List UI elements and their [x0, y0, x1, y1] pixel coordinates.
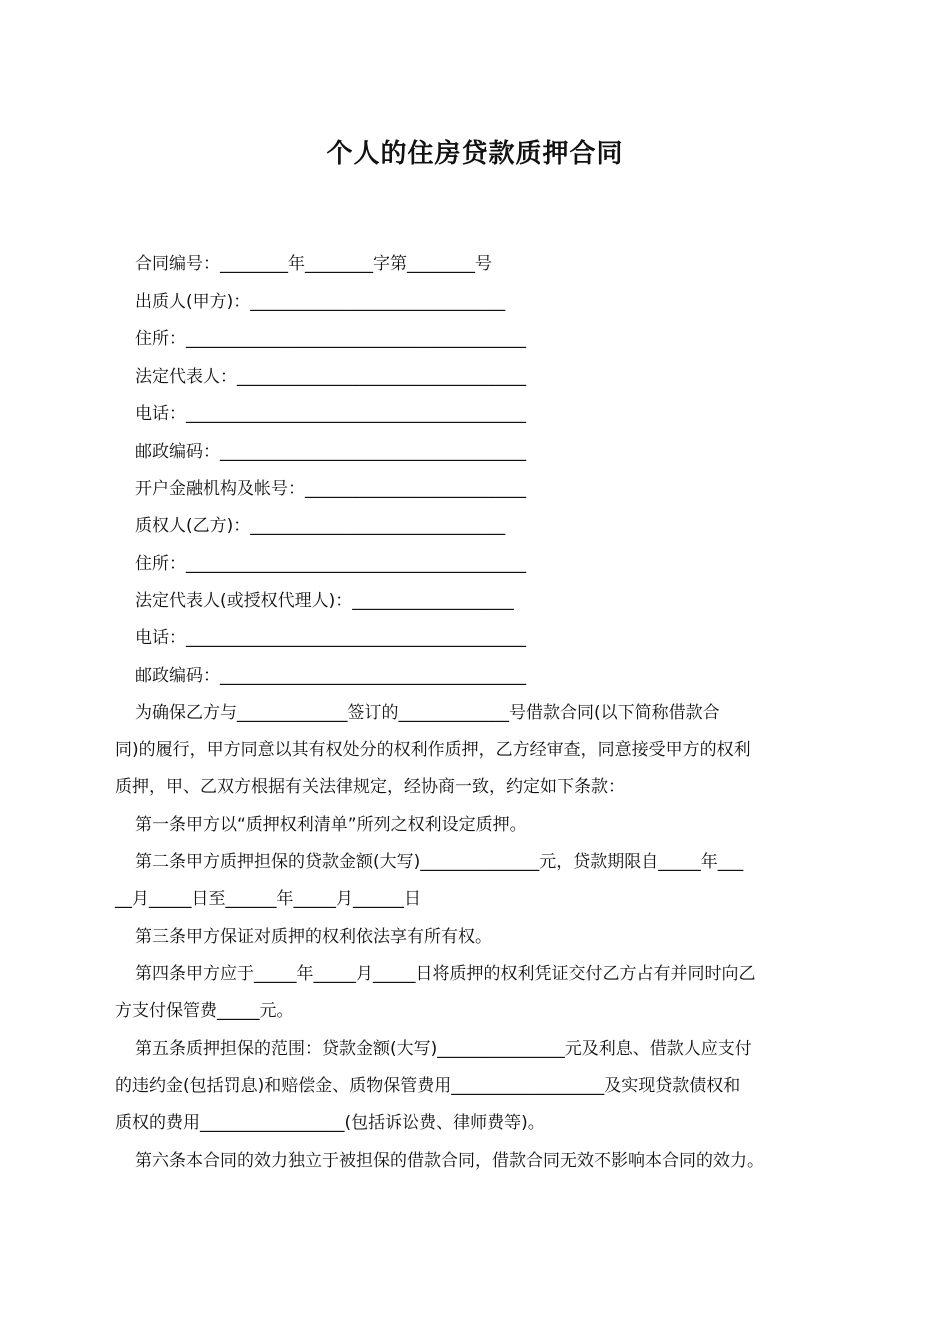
clause-2: 第二条甲方质押担保的贷款金额(大写)______________元，贷款期限自_____年___ — [135, 852, 744, 872]
header-field-legal-rep-b: 法定代表人(或授权代理人)：___________________ — [135, 591, 514, 611]
header-field-pledgee: 质权人(乙方)：______________________________ — [135, 516, 506, 536]
body-line: 同)的履行，甲方同意以其有权处分的权利作质押，乙方经审查，同意接受甲方的权利 — [115, 740, 751, 760]
header-field-phone-b: 电话：________________________________________ — [135, 628, 526, 648]
clause-4: 第四条甲方应于_____年_____月_____日将质押的权利凭证交付乙方占有并同时向乙 — [135, 964, 756, 984]
header-field-postcode-b: 邮政编码：____________________________________ — [135, 666, 526, 686]
page-title: 个人的住房贷款质押合同 — [326, 139, 624, 169]
header-field-legal-rep-a: 法定代表人：__________________________________ — [135, 367, 526, 387]
clause-3: 第三条甲方保证对质押的权利依法享有所有权。 — [135, 927, 492, 947]
header-field-address-b: 住所：________________________________________ — [135, 554, 526, 574]
body-line: 为确保乙方与_____________签订的_____________号借款合同(以下简称借款合 — [135, 703, 720, 723]
header-field-contract-number: 合同编号：________年________字第________号 — [135, 254, 492, 274]
header-field-address-a: 住所：________________________________________ — [135, 329, 526, 349]
clause-4-continued: 方支付保管费_____元。 — [115, 1001, 294, 1021]
header-field-pledgor: 出质人(甲方)：______________________________ — [135, 292, 506, 312]
clause-5: 第五条质押担保的范围：贷款金额(大写)_______________元及利息、借款人应支付 — [135, 1039, 752, 1059]
clause-1: 第一条甲方以“质押权利清单”所列之权利设定质押。 — [135, 815, 527, 835]
header-field-phone-a: 电话：________________________________________ — [135, 404, 526, 424]
header-field-bank-account: 开户金融机构及帐号：__________________________ — [135, 479, 526, 499]
header-field-postcode-a: 邮政编码：____________________________________ — [135, 442, 526, 462]
clause-5-continued: 的违约金(包括罚息)和赔偿金、质物保管费用__________________及实现贷款债权和 — [115, 1076, 741, 1096]
body-line: 质押，甲、乙双方根据有关法律规定，经协商一致，约定如下条款： — [115, 777, 625, 797]
clause-6: 第六条本合同的效力独立于被担保的借款合同，借款合同无效不影响本合同的效力。 — [135, 1151, 764, 1171]
clause-5-continued: 质权的费用_________________(包括诉讼费、律师费等)。 — [115, 1113, 545, 1133]
clause-2-continued: __月_____日至______年_____月______日 — [115, 889, 421, 909]
